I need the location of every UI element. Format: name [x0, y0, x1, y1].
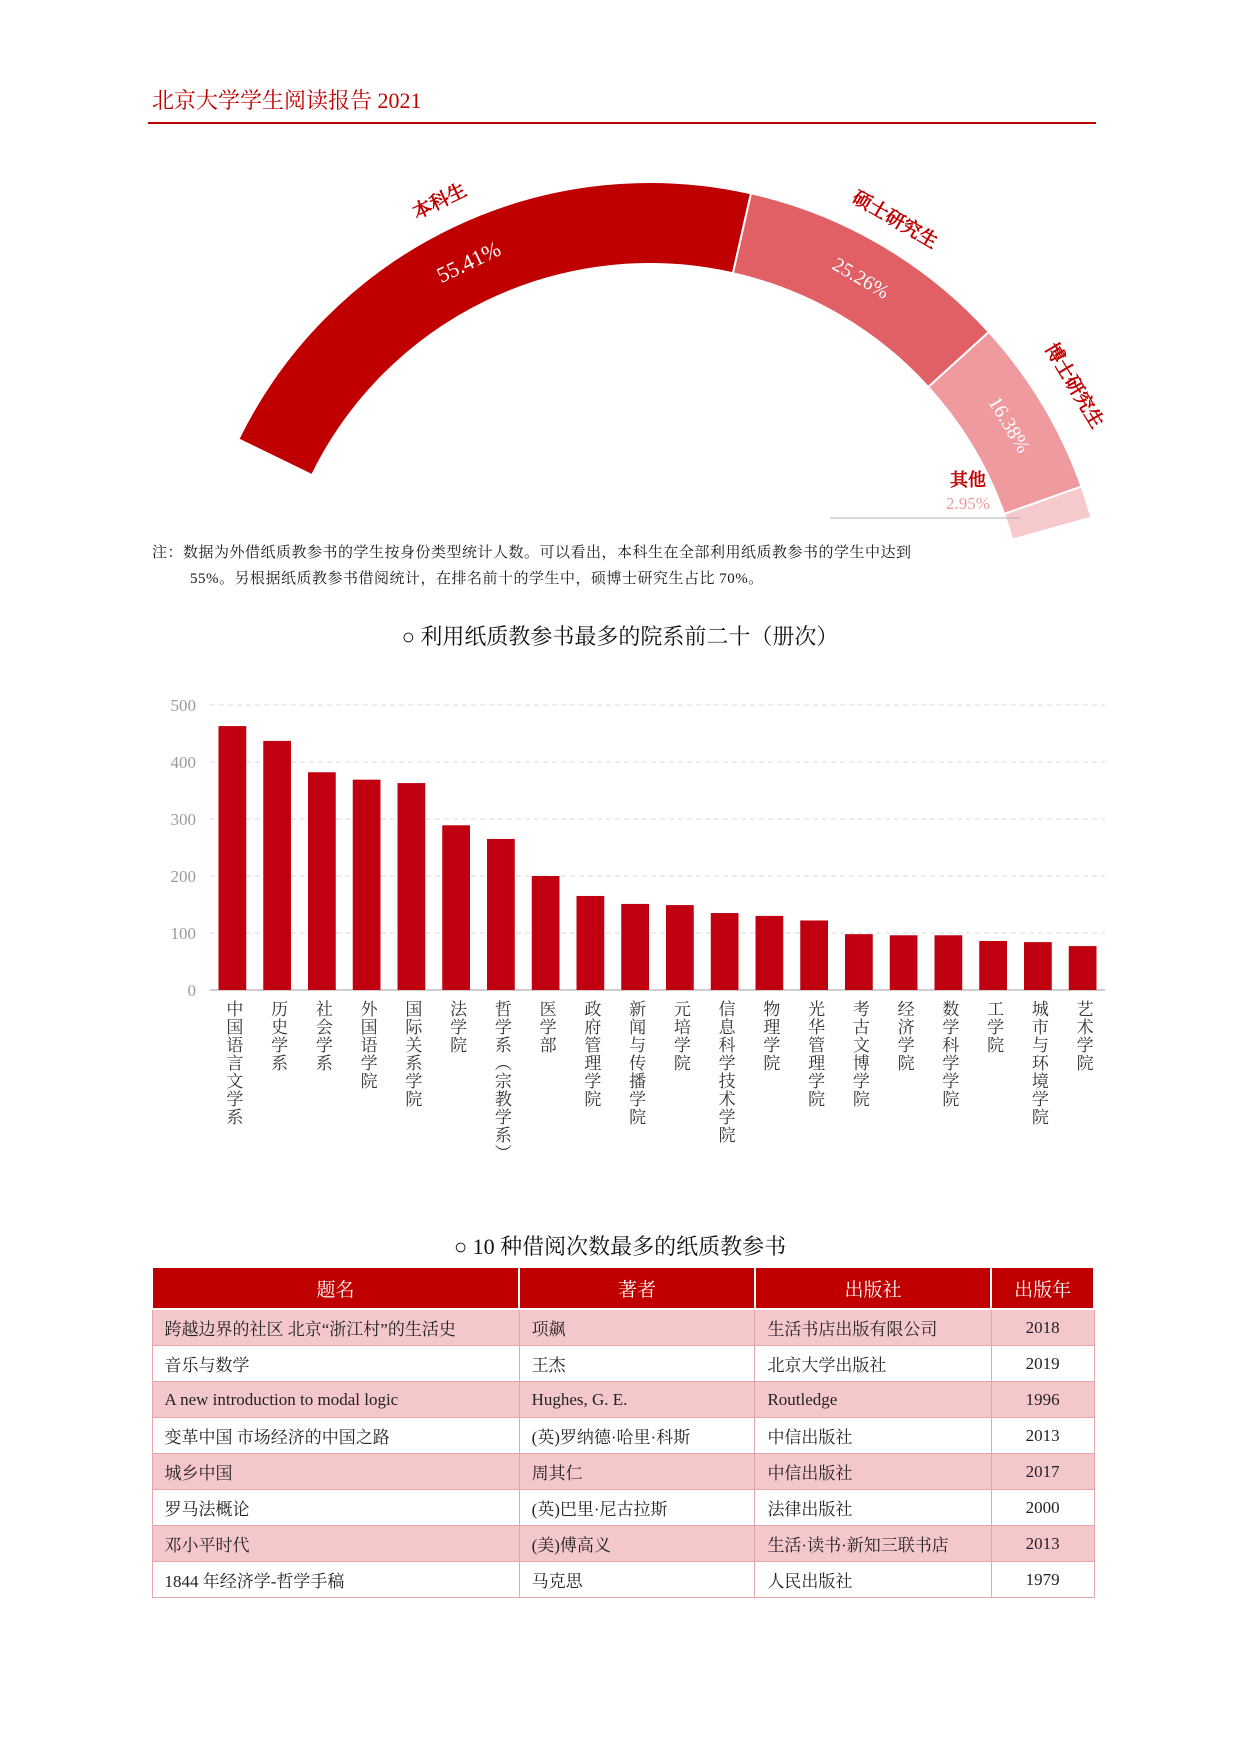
author-cell: 周其仁 — [519, 1454, 755, 1490]
author-cell: 项飙 — [519, 1309, 755, 1346]
x-category-label: 外国语学院 — [357, 1000, 377, 1090]
x-category-label: 艺术学院 — [1073, 1000, 1093, 1072]
table-row — [152, 1526, 1094, 1562]
y-tick-label: 500 — [170, 696, 196, 715]
bar — [935, 935, 963, 990]
bar — [666, 905, 694, 990]
note-line-1: 注：数据为外借纸质教参书的学生按身份类型统计人数。可以看出，本科生在全部利用纸质教参书的学生中达到 — [152, 545, 912, 561]
book-title-cell: 罗马法概论 — [152, 1490, 519, 1526]
publisher-cell: 法律出版社 — [755, 1490, 991, 1526]
publisher-cell: 中信出版社 — [755, 1418, 991, 1454]
book-title-cell: 城乡中国 — [152, 1454, 519, 1490]
x-category-label: 工学院 — [984, 1000, 1004, 1054]
year-cell: 2000 — [991, 1490, 1094, 1526]
book-title-cell: 1844 年经济学-哲学手稿 — [152, 1562, 519, 1598]
publisher-cell: 北京大学出版社 — [755, 1346, 991, 1382]
donut-category-label: 硕士研究生 — [848, 186, 942, 254]
bar — [1024, 942, 1052, 990]
x-category-label: 法学院 — [447, 1000, 467, 1054]
table-row — [152, 1382, 1094, 1418]
x-category-label: 信息科学技术学院 — [715, 1000, 735, 1144]
table-row — [152, 1346, 1094, 1382]
year-cell: 2019 — [991, 1346, 1094, 1382]
table-title: ○ 10 种借阅次数最多的纸质教参书 — [453, 1234, 787, 1259]
x-category-label: 哲学系（宗教学系） — [491, 1000, 511, 1162]
bar — [398, 783, 426, 990]
bar — [353, 780, 381, 990]
publisher-cell: 生活书店出版有限公司 — [755, 1309, 991, 1346]
x-category-label: 数学科学学院 — [939, 1000, 959, 1108]
bar — [219, 726, 247, 990]
x-category-label: 医学部 — [536, 1000, 556, 1054]
x-category-label: 中国语言文学系 — [223, 1000, 243, 1126]
year-cell: 2013 — [991, 1526, 1094, 1562]
author-cell: Hughes, G. E. — [519, 1382, 755, 1418]
bar-chart-title: ○ 利用纸质教参书最多的院系前二十（册次） — [401, 624, 839, 649]
donut-percent-label: 55.41% — [432, 235, 505, 288]
book-title-cell: 音乐与数学 — [152, 1346, 519, 1382]
table-header-row — [152, 1267, 1094, 1309]
book-title-cell: 变革中国 市场经济的中国之路 — [152, 1418, 519, 1454]
x-category-label: 考古文博学院 — [849, 1000, 869, 1108]
donut-percent-label: 16.38% — [983, 392, 1035, 458]
bar — [1069, 946, 1097, 990]
bar — [845, 934, 873, 990]
x-category-label: 国际关系学院 — [402, 1000, 422, 1108]
x-category-label: 城市与环境学院 — [1028, 1000, 1048, 1126]
y-tick-label: 400 — [170, 753, 196, 772]
table-row — [152, 1490, 1094, 1526]
donut-other-percent: 2.95% — [946, 494, 990, 513]
header-title: 题名 — [152, 1267, 519, 1309]
header-publisher: 出版社 — [755, 1267, 991, 1309]
x-category-label: 政府管理学院 — [581, 1000, 601, 1108]
bar — [577, 896, 605, 990]
bar — [487, 839, 515, 990]
year-cell: 2018 — [991, 1309, 1094, 1346]
top-books-table — [151, 1266, 1095, 1598]
donut-category-label: 博士研究生 — [1040, 339, 1109, 433]
bar — [800, 920, 828, 990]
table-row — [152, 1309, 1094, 1346]
bar — [711, 913, 739, 990]
publisher-cell: Routledge — [755, 1382, 991, 1418]
x-category-label: 经济学院 — [894, 1000, 914, 1072]
author-cell: 王杰 — [519, 1346, 755, 1382]
publisher-cell: 中信出版社 — [755, 1454, 991, 1490]
book-title-cell: A new introduction to modal logic — [152, 1382, 519, 1418]
bar — [442, 825, 470, 990]
note-line-2: 55%。另根据纸质教参书借阅统计，在排名前十的学生中，硕博士研究生占比 70%。 — [190, 571, 764, 587]
publisher-cell: 人民出版社 — [755, 1562, 991, 1598]
x-category-label: 新闻与传播学院 — [626, 1000, 646, 1126]
bar — [308, 772, 336, 990]
bar — [532, 876, 560, 990]
x-category-label: 元培学院 — [670, 1000, 690, 1072]
donut-category-label: 其他 — [950, 470, 986, 491]
x-category-label: 物理学院 — [760, 1000, 780, 1072]
bar — [621, 904, 649, 990]
publisher-cell: 生活·读书·新知三联书店 — [755, 1526, 991, 1562]
table-row — [152, 1454, 1094, 1490]
year-cell: 2013 — [991, 1418, 1094, 1454]
author-cell: (英)巴里·尼古拉斯 — [519, 1490, 755, 1526]
year-cell: 1979 — [991, 1562, 1094, 1598]
table-row — [152, 1562, 1094, 1598]
header-year: 出版年 — [991, 1267, 1094, 1309]
bar — [979, 941, 1007, 990]
book-title-cell: 邓小平时代 — [152, 1526, 519, 1562]
x-category-label: 历史学系 — [268, 1000, 288, 1072]
header-author: 著者 — [519, 1267, 755, 1309]
donut-category-label: 本科生 — [409, 179, 471, 224]
table-row — [152, 1418, 1094, 1454]
y-tick-label: 300 — [170, 810, 196, 829]
x-category-label: 光华管理学院 — [805, 1000, 825, 1108]
bar — [756, 916, 784, 990]
report-header-title: 北京大学学生阅读报告 2021 — [152, 88, 422, 113]
author-cell: (美)傅高义 — [519, 1526, 755, 1562]
donut-percent-label: 25.26% — [828, 253, 893, 304]
y-tick-label: 0 — [187, 981, 196, 1000]
y-tick-label: 100 — [170, 924, 196, 943]
year-cell: 1996 — [991, 1382, 1094, 1418]
author-cell: 马克思 — [519, 1562, 755, 1598]
bar — [263, 741, 291, 990]
bar — [890, 935, 918, 990]
year-cell: 2017 — [991, 1454, 1094, 1490]
x-category-label: 社会学系 — [312, 1000, 332, 1072]
y-tick-label: 200 — [170, 867, 196, 886]
author-cell: (英)罗纳德·哈里·科斯 — [519, 1418, 755, 1454]
book-title-cell: 跨越边界的社区 北京“浙江村”的生活史 — [152, 1309, 519, 1346]
